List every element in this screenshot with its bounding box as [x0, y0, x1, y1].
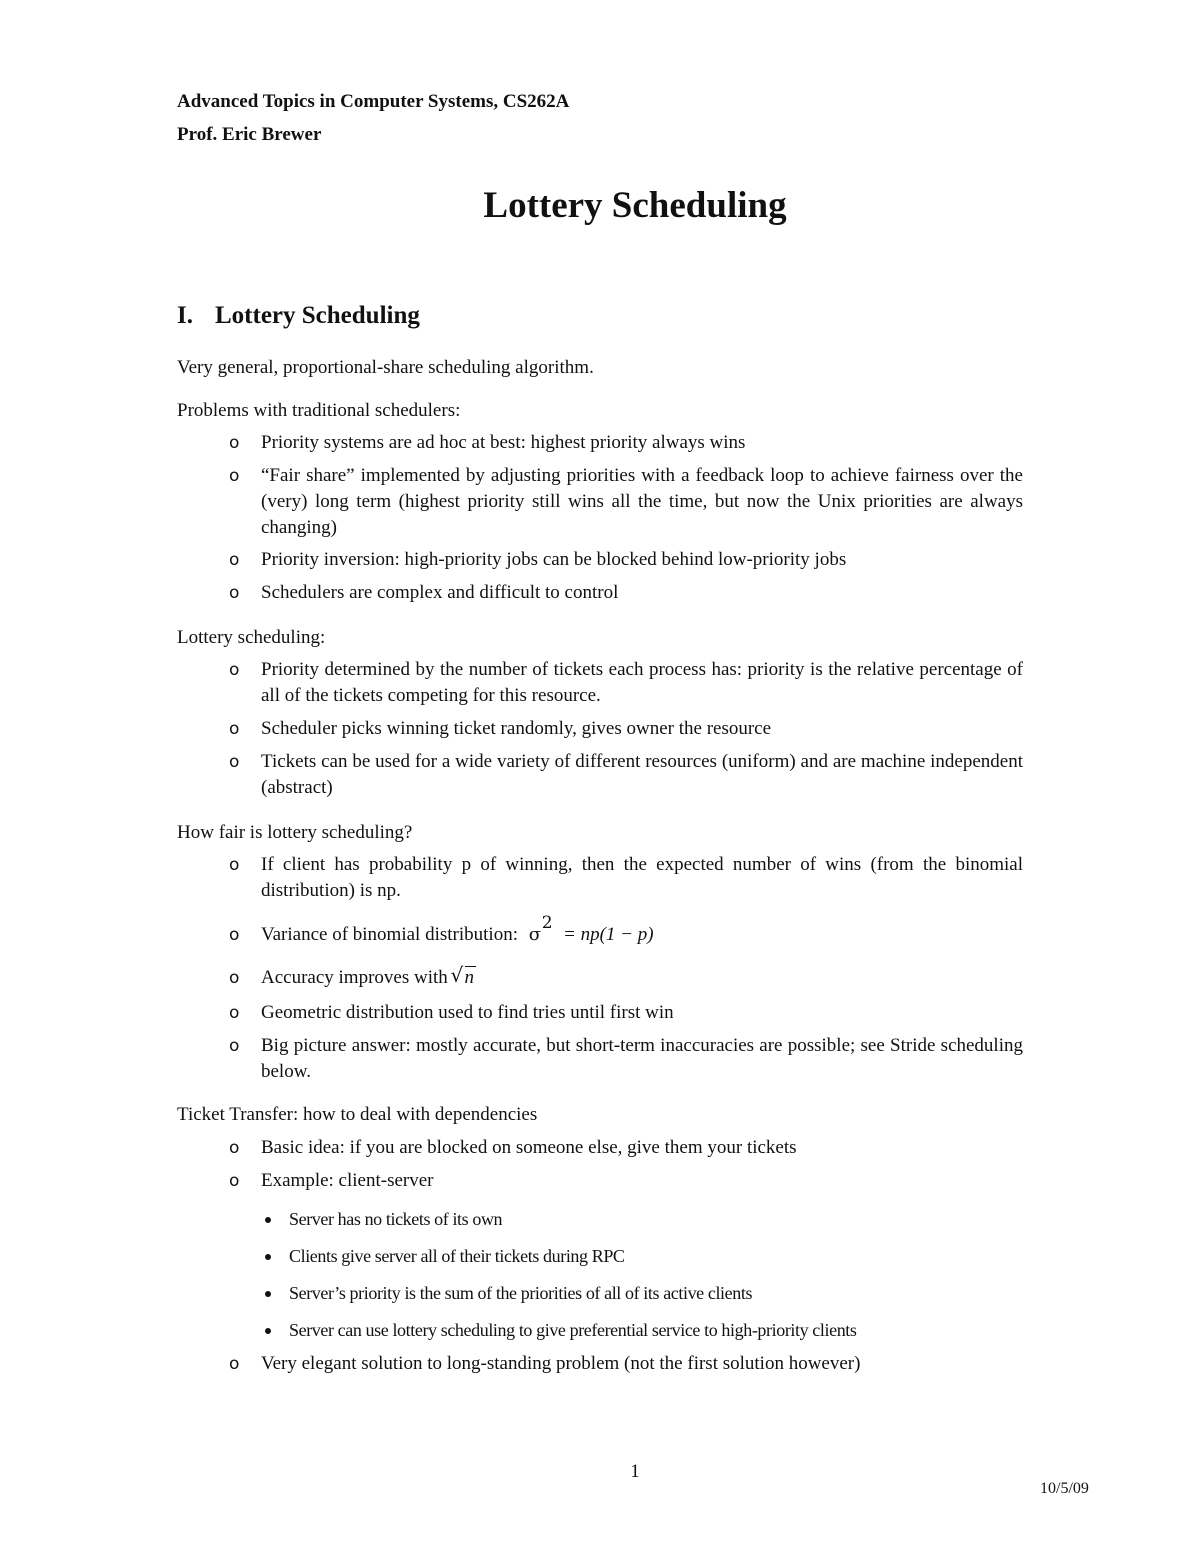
accuracy-label: Accuracy improves with: [261, 967, 448, 988]
list-item: o If client has probability p of winning, then the expected number of wins (from the binomial distribution) is np.: [229, 854, 1023, 901]
bullet-dot-icon: [265, 1291, 271, 1297]
circle-bullet-icon: o: [229, 855, 240, 875]
circle-bullet-icon: o: [229, 1138, 240, 1158]
list-item: o Schedulers are complex and difficult to control: [229, 580, 1023, 606]
circle-bullet-icon: o: [229, 466, 240, 486]
fairness-heading: How fair is lottery scheduling?: [177, 822, 413, 843]
circle-bullet-icon: o: [229, 968, 240, 988]
circle-bullet-icon: o: [229, 1171, 240, 1191]
list-item: o Priority inversion: high-priority jobs can be blocked behind low-priority jobs: [229, 547, 1023, 573]
section-title: Lottery Scheduling: [215, 302, 420, 329]
page-title: Lottery Scheduling: [483, 185, 787, 226]
list-item: o Priority determined by the number of tickets each process has: priority is the relative percentage of all of the tickets competing for this resource.: [229, 659, 1023, 706]
list-item: o Big picture answer: mostly accurate, but short-term inaccuracies are possible; see Stride scheduling below.: [229, 1035, 1023, 1082]
square-root-icon: √ n: [453, 965, 475, 991]
section-heading: [177, 302, 420, 330]
list-item: o “Fair share” implemented by adjusting priorities with a feedback loop to achieve fairness over the (very) long term (highest priority still wins all the time, but now the Unix priorities are always changing): [229, 465, 1023, 538]
sub-list-item: Server has no tickets of its own: [265, 1207, 1025, 1231]
circle-bullet-icon: o: [229, 1003, 240, 1023]
bullet-dot-icon: [265, 1254, 271, 1260]
lottery-heading: Lottery scheduling:: [177, 627, 326, 648]
list-item: o Scheduler picks winning ticket randomly, gives owner the resource: [229, 716, 1023, 742]
sub-list-item: Clients give server all of their tickets during RPC: [265, 1244, 1025, 1268]
circle-bullet-icon: o: [229, 433, 240, 453]
transfer-heading: Ticket Transfer: how to deal with dependencies: [177, 1104, 538, 1125]
bullet-dot-icon: [265, 1328, 271, 1334]
circle-bullet-icon: o: [229, 752, 240, 772]
course-header: Advanced Topics in Computer Systems, CS262A: [177, 91, 570, 112]
list-item-accuracy: [229, 965, 1023, 991]
circle-bullet-icon: o: [229, 719, 240, 739]
circle-bullet-icon: o: [229, 925, 240, 945]
circle-bullet-icon: o: [229, 660, 240, 680]
section-number: I.: [177, 302, 193, 329]
intro-paragraph: Very general, proportional-share scheduling algorithm.: [177, 357, 594, 378]
list-item: o Example: client-server: [229, 1168, 1023, 1194]
list-item: o Priority systems are ad hoc at best: highest priority always wins: [229, 430, 1023, 456]
circle-bullet-icon: o: [229, 550, 240, 570]
list-item: o Tickets can be used for a wide variety of different resources (uniform) and are machine independent (abstract): [229, 751, 1023, 798]
variance-formula: = np(1 − p): [563, 924, 654, 945]
list-item: o Geometric distribution used to find tries until first win: [229, 1000, 1023, 1026]
professor-header: Prof. Eric Brewer: [177, 124, 322, 145]
footer-date: 10/5/09: [1040, 1480, 1089, 1497]
sub-list-item: Server can use lottery scheduling to give preferential service to high-priority clients: [265, 1318, 1025, 1342]
variance-exponent: 2: [541, 913, 553, 933]
problems-heading: Problems with traditional schedulers:: [177, 400, 461, 421]
variance-label: Variance of binomial distribution:: [261, 924, 518, 945]
sub-list-item: Server’s priority is the sum of the priorities of all of its active clients: [265, 1281, 1025, 1305]
list-item: o Basic idea: if you are blocked on someone else, give them your tickets: [229, 1135, 1023, 1161]
circle-bullet-icon: o: [229, 1354, 240, 1374]
circle-bullet-icon: o: [229, 1036, 240, 1056]
circle-bullet-icon: o: [229, 583, 240, 603]
sigma-symbol: σ 2: [529, 924, 541, 945]
bullet-dot-icon: [265, 1217, 271, 1223]
list-item: o Very elegant solution to long-standing problem (not the first solution however): [229, 1351, 1023, 1377]
list-item-variance: [229, 913, 1023, 948]
page-number: 1: [630, 1461, 640, 1482]
